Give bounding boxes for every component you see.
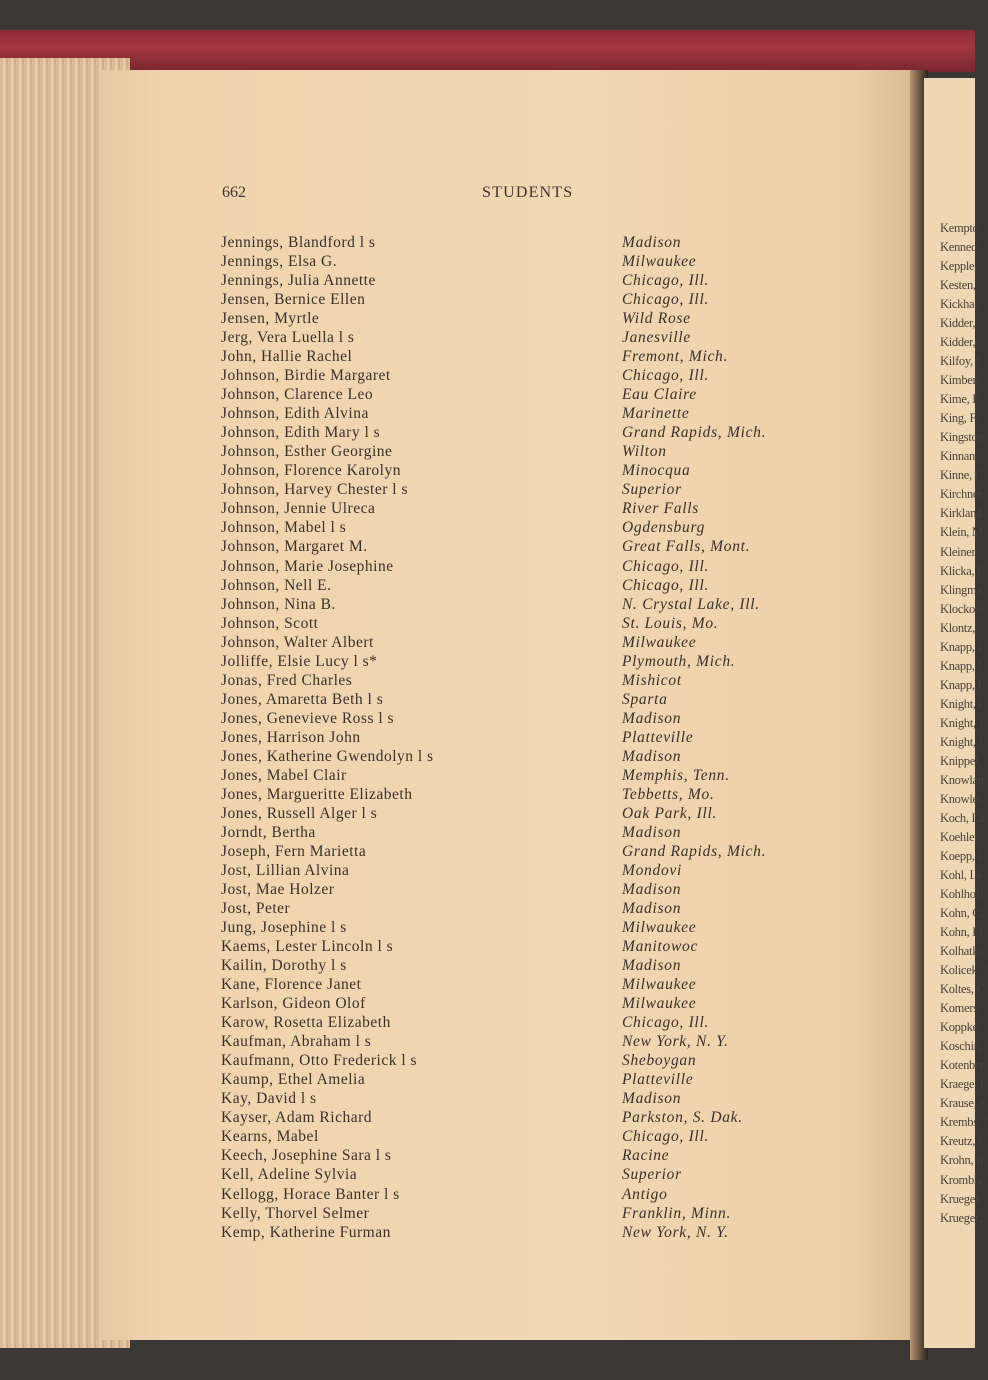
next-page-name-fragment: Krembs, I [940, 1115, 988, 1129]
student-name: Jost, Peter [221, 900, 291, 917]
student-hometown: Sparta [622, 691, 668, 708]
next-page-name-fragment: Kotenber [940, 1058, 985, 1072]
student-name: Jerg, Vera Luella l s [221, 329, 355, 346]
student-hometown: Milwaukee [622, 919, 697, 936]
student-hometown: Parkston, S. Dak. [622, 1109, 743, 1126]
next-page-name-fragment: Krueger, [940, 1192, 982, 1206]
student-name: Kaems, Lester Lincoln l s [221, 938, 394, 955]
student-name: Jennings, Julia Annette [221, 272, 376, 289]
student-name: Jost, Lillian Alvina [221, 862, 350, 879]
student-hometown: Eau Claire [622, 386, 697, 403]
student-name: Jolliffe, Elsie Lucy l s* [221, 653, 378, 670]
student-hometown: Racine [622, 1147, 670, 1164]
student-name: Jennings, Elsa G. [221, 253, 338, 270]
student-name: Jones, Amaretta Beth l s [221, 691, 384, 708]
student-hometown: Chicago, Ill. [622, 577, 710, 594]
next-page-name-fragment: Koppke, [940, 1020, 981, 1034]
student-hometown: New York, N. Y. [622, 1224, 729, 1241]
student-name: Kellogg, Horace Banter l s [221, 1186, 400, 1203]
next-page-name-fragment: Kohlhoff, [940, 887, 987, 901]
student-name: Jones, Genevieve Ross l s [221, 710, 395, 727]
student-hometown: Oak Park, Ill. [622, 805, 718, 822]
student-name: Jensen, Bernice Ellen [221, 291, 366, 308]
student-hometown: Chicago, Ill. [622, 367, 710, 384]
student-hometown: Milwaukee [622, 253, 697, 270]
next-page-name-fragment: Klicka, F [940, 564, 984, 578]
next-page-name-fragment: Krause, S [940, 1096, 986, 1110]
next-page-name-fragment: Knapp, I [940, 640, 982, 654]
next-page-name-fragment: Knippel, [940, 754, 981, 768]
student-name: Kearns, Mabel [221, 1128, 319, 1145]
student-hometown: Marinette [622, 405, 690, 422]
student-hometown: Madison [622, 710, 682, 727]
student-name: Kaufmann, Otto Frederick l s [221, 1052, 418, 1069]
student-hometown: Wilton [622, 443, 667, 460]
student-hometown: Madison [622, 881, 682, 898]
student-name: Kane, Florence Janet [221, 976, 362, 993]
student-hometown: Fremont, Mich. [622, 348, 729, 365]
next-page-edge [924, 78, 988, 1348]
student-name: Karlson, Gideon Olof [221, 995, 366, 1012]
student-name: Kemp, Katherine Furman [221, 1224, 391, 1241]
student-hometown: Plymouth, Mich. [622, 653, 736, 670]
student-name: Johnson, Nell E. [221, 577, 332, 594]
student-name: Jensen, Myrtle [221, 310, 320, 327]
student-name: Johnson, Marie Josephine [221, 558, 394, 575]
next-page-name-fragment: Kepple, [940, 259, 978, 273]
next-page-name-fragment: Komers, [940, 1001, 981, 1015]
student-hometown: Madison [622, 957, 682, 974]
student-name: Jones, Margueritte Elizabeth [221, 786, 413, 803]
next-page-name-fragment: Kirkland [940, 506, 983, 520]
student-name: Kaufman, Abraham l s [221, 1033, 372, 1050]
student-hometown: Madison [622, 1090, 682, 1107]
student-hometown: Wild Rose [622, 310, 691, 327]
student-hometown: Memphis, Tenn. [622, 767, 730, 784]
student-hometown: Madison [622, 748, 682, 765]
book-cover-edge [0, 30, 975, 72]
next-page-name-fragment: Koepp, C [940, 849, 986, 863]
student-name: Kailin, Dorothy l s [221, 957, 347, 974]
student-name: Jones, Katherine Gwendolyn l s [221, 748, 434, 765]
next-page-name-fragment: Knapp, I [940, 659, 982, 673]
student-hometown: Sheboygan [622, 1052, 697, 1069]
next-page-name-fragment: Kohl, Le [940, 868, 983, 882]
next-page-name-fragment: Krueger, [940, 1211, 982, 1225]
student-hometown: Chicago, Ill. [622, 291, 710, 308]
next-page-name-fragment: Kraege, F [940, 1077, 987, 1091]
next-page-name-fragment: Knight, J [940, 716, 984, 730]
next-page-name-fragment: Kreutz, G [940, 1134, 987, 1148]
student-hometown: Chicago, Ill. [622, 1014, 710, 1031]
student-hometown: Superior [622, 1166, 682, 1183]
student-hometown: Platteville [622, 1071, 694, 1088]
next-page-name-fragment: Koch, La [940, 811, 985, 825]
student-name: Johnson, Esther Georgine [221, 443, 393, 460]
student-name: Johnson, Scott [221, 615, 319, 632]
next-page-name-fragment: Krohn, Ir [940, 1153, 984, 1167]
student-name: Jones, Russell Alger l s [221, 805, 378, 822]
student-name: Johnson, Walter Albert [221, 634, 374, 651]
student-name: Johnson, Nina B. [221, 596, 336, 613]
student-hometown: Chicago, Ill. [622, 272, 710, 289]
student-name: Johnson, Clarence Leo [221, 386, 374, 403]
student-name: Jonas, Fred Charles [221, 672, 353, 689]
student-hometown: Mishicot [622, 672, 682, 689]
next-page-name-fragment: Klockow, [940, 602, 986, 616]
student-name: Kayser, Adam Richard [221, 1109, 372, 1126]
student-hometown: Milwaukee [622, 634, 697, 651]
next-page-name-fragment: Knight, I [940, 697, 983, 711]
student-hometown: St. Louis, Mo. [622, 615, 719, 632]
next-page-name-fragment: Kime, E [940, 392, 980, 406]
page-number: 662 [222, 184, 246, 201]
next-page-name-fragment: Koehler, [940, 830, 981, 844]
next-page-name-fragment: Knapp, I [940, 678, 982, 692]
next-page-name-fragment: Knight, I [940, 735, 983, 749]
student-name: Johnson, Birdie Margaret [221, 367, 391, 384]
next-page-name-fragment: Kidder, [940, 335, 976, 349]
next-page-name-fragment: Kidder, [940, 316, 976, 330]
student-hometown: Madison [622, 234, 682, 251]
student-hometown: Superior [622, 481, 682, 498]
next-page-name-fragment: Koltes, C [940, 982, 985, 996]
next-page-name-fragment: Kolicek, J [940, 963, 988, 977]
student-hometown: Grand Rapids, Mich. [622, 424, 767, 441]
student-name: Jones, Harrison John [221, 729, 361, 746]
student-hometown: Tebbetts, Mo. [622, 786, 715, 803]
student-hometown: Ogdensburg [622, 519, 706, 536]
student-name: Johnson, Edith Alvina [221, 405, 369, 422]
student-name: Kelly, Thorvel Selmer [221, 1205, 370, 1222]
student-name: Jennings, Blandford l s [221, 234, 376, 251]
next-page-name-fragment: Kimberl [940, 373, 980, 387]
next-page-name-fragment: Kesten, [940, 278, 976, 292]
student-hometown: Milwaukee [622, 976, 697, 993]
student-hometown: Manitowoc [622, 938, 699, 955]
student-name: Johnson, Jennie Ulreca [221, 500, 376, 517]
student-hometown: River Falls [622, 500, 700, 517]
next-page-name-fragment: King, Fl [940, 411, 980, 425]
student-hometown: Chicago, Ill. [622, 558, 710, 575]
next-page-name-fragment: Knowlan [940, 773, 984, 787]
student-name: Joseph, Fern Marietta [221, 843, 367, 860]
student-name: Kaump, Ethel Amelia [221, 1071, 366, 1088]
student-name: Karow, Rosetta Elizabeth [221, 1014, 391, 1031]
student-name: Jorndt, Bertha [221, 824, 316, 841]
next-page-name-fragment: Kohn, Cl [940, 906, 984, 920]
student-hometown: Grand Rapids, Mich. [622, 843, 767, 860]
student-name: Johnson, Margaret M. [221, 538, 368, 555]
next-page-name-fragment: Koschin, [940, 1039, 983, 1053]
student-hometown: Madison [622, 900, 682, 917]
next-page-name-fragment: Klingma [940, 583, 982, 597]
next-page-name-fragment: Kempto [940, 221, 979, 235]
next-page-name-fragment: Klontz, [940, 621, 976, 635]
student-hometown: N. Crystal Lake, Ill. [622, 596, 760, 613]
next-page-name-fragment: Klein, M [940, 525, 983, 539]
next-page-name-fragment: Kleiner, [940, 545, 978, 559]
student-name: Johnson, Florence Karolyn [221, 462, 401, 479]
student-hometown: New York, N. Y. [622, 1033, 729, 1050]
student-hometown: Antigo [622, 1186, 668, 1203]
next-page-name-fragment: Kickhae [940, 297, 980, 311]
next-page-name-fragment: Kinne, C [940, 468, 983, 482]
student-hometown: Platteville [622, 729, 694, 746]
student-name: Kay, David l s [221, 1090, 317, 1107]
next-page-name-fragment: Krombho [940, 1173, 986, 1187]
student-name: Johnson, Mabel l s [221, 519, 347, 536]
next-page-name-fragment: Kilfoy, I [940, 354, 980, 368]
student-name: Jones, Mabel Clair [221, 767, 347, 784]
student-hometown: Janesville [622, 329, 691, 346]
student-name: Jost, Mae Holzer [221, 881, 335, 898]
student-hometown: Minocqua [622, 462, 691, 479]
student-hometown: Franklin, Minn. [622, 1205, 732, 1222]
student-name: Johnson, Harvey Chester l s [221, 481, 408, 498]
student-name: Johnson, Edith Mary l s [221, 424, 381, 441]
next-page-name-fragment: Kingston [940, 430, 984, 444]
student-name: John, Hallie Rachel [221, 348, 353, 365]
next-page-name-fragment: Kolhatka [940, 944, 984, 958]
student-hometown: Madison [622, 824, 682, 841]
next-page-name-fragment: Kenned [940, 240, 978, 254]
running-head: STUDENTS [482, 184, 574, 201]
student-hometown: Great Falls, Mont. [622, 538, 751, 555]
student-hometown: Chicago, Ill. [622, 1128, 710, 1145]
student-name: Keech, Josephine Sara l s [221, 1147, 392, 1164]
student-name: Kell, Adeline Sylvia [221, 1166, 358, 1183]
student-hometown: Milwaukee [622, 995, 697, 1012]
next-page-name-fragment: Knowles, [940, 792, 986, 806]
student-name: Jung, Josephine l s [221, 919, 347, 936]
next-page-name-fragment: Kohn, Fl [940, 925, 983, 939]
next-page-name-fragment: Kirchner [940, 487, 983, 501]
student-hometown: Mondovi [622, 862, 682, 879]
next-page-name-fragment: Kinnan, [940, 449, 978, 463]
